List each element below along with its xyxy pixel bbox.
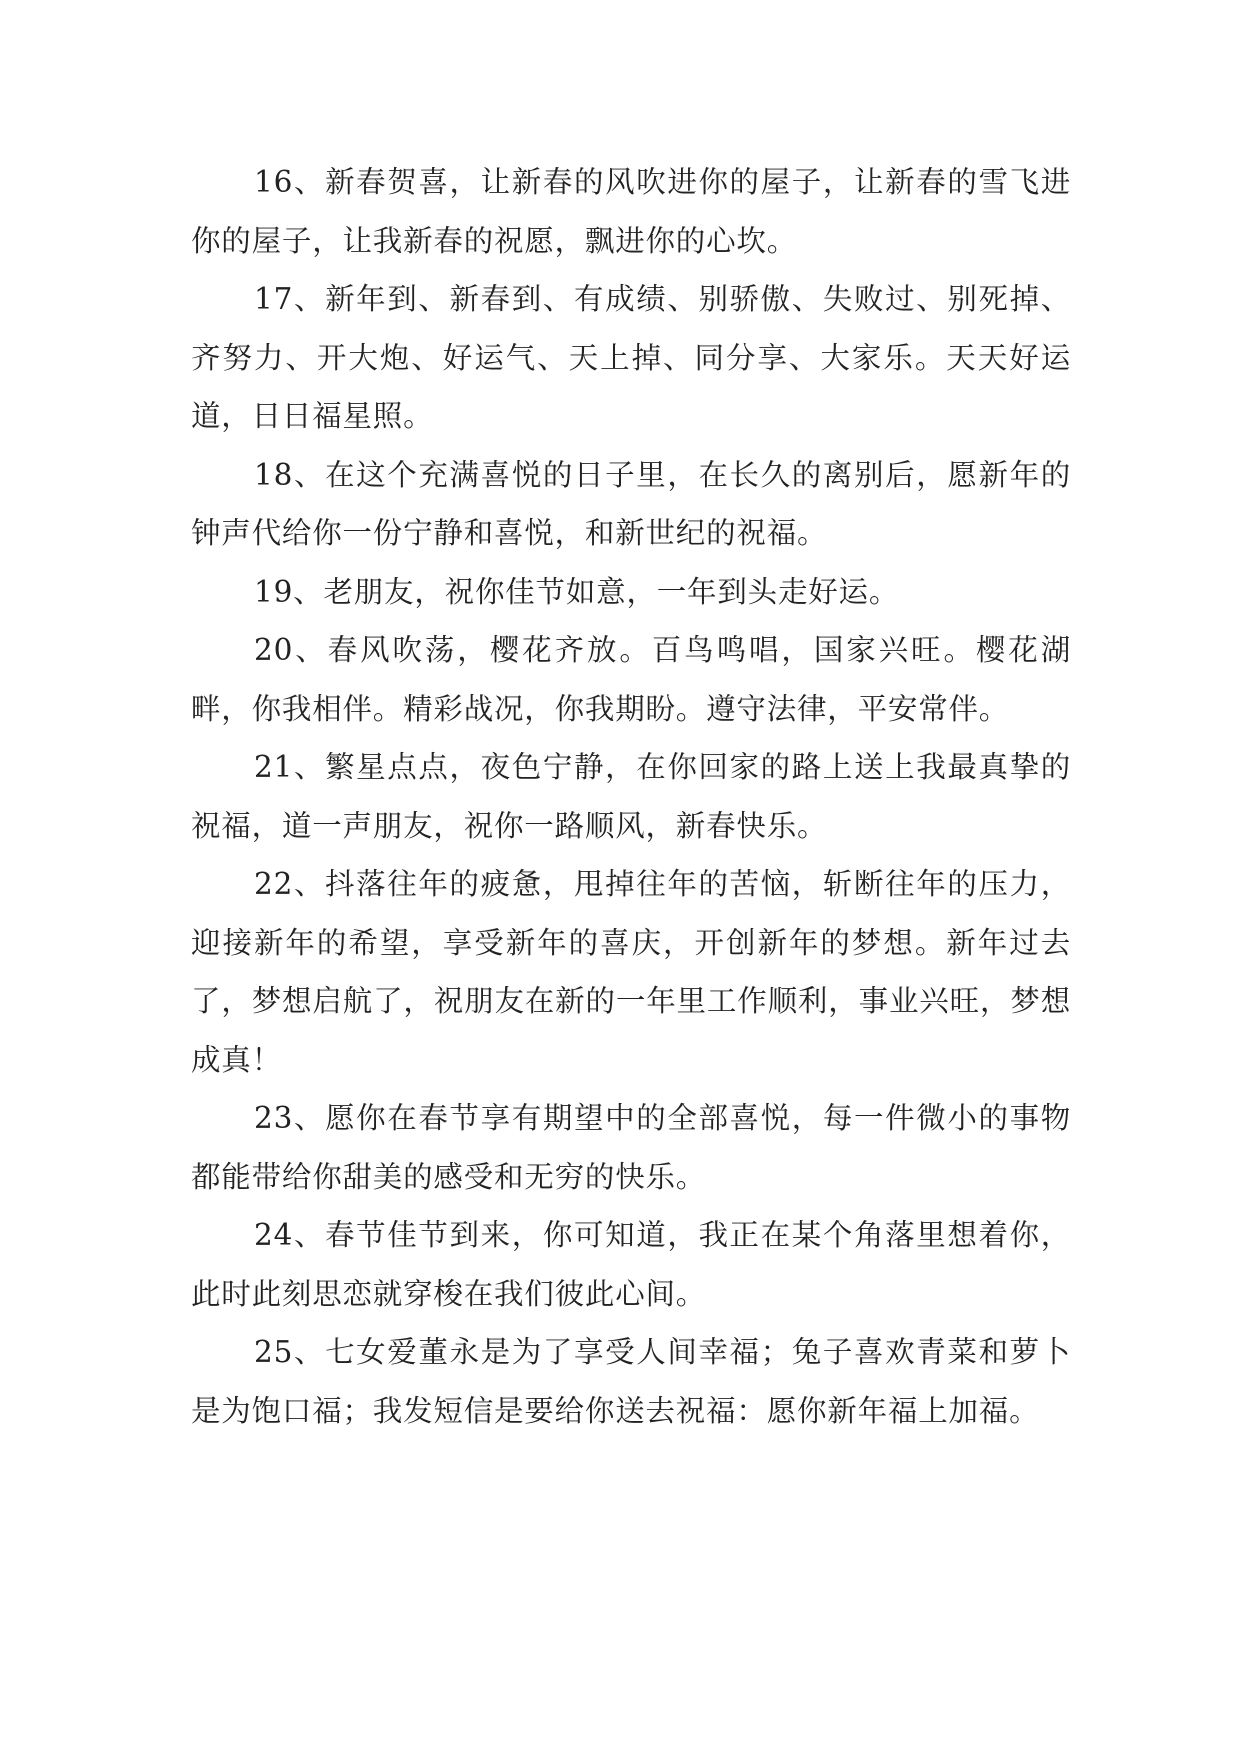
- paragraph-24: 24、春节佳节到来，你可知道，我正在某个角落里想着你，此时此刻思恋就穿梭在我们彼此心间。: [191, 1218, 1071, 1311]
- paragraph-20: 20、春风吹荡，樱花齐放。百鸟鸣唱，国家兴旺。樱花湖畔，你我相伴。精彩战况，你我期盼。遵守法律，平安常伴。: [191, 633, 1071, 726]
- paragraph-22: 22、抖落往年的疲惫，甩掉往年的苦恼，斩断往年的压力，迎接新年的希望，享受新年的喜庆，开创新年的梦想。新年过去了，梦想启航了，祝朋友在新的一年里工作顺利，事业兴旺，梦想成真！: [191, 867, 1071, 1077]
- document-body: [191, 153, 1071, 1440]
- paragraph-19: 19、老朋友，祝你佳节如意，一年到头走好运。: [254, 574, 900, 609]
- paragraph-16: 16、新春贺喜，让新春的风吹进你的屋子，让新春的雪飞进你的屋子，让我新春的祝愿，飘进你的心坎。: [191, 165, 1071, 258]
- paragraph-23: 23、愿你在春节享有期望中的全部喜悦，每一件微小的事物都能带给你甜美的感受和无穷的快乐。: [191, 1101, 1071, 1194]
- paragraph-17: 17、新年到、新春到、有成绩、别骄傲、失败过、别死掉、齐努力、开大炮、好运气、天上掉、同分享、大家乐。天天好运道，日日福星照。: [191, 282, 1071, 433]
- paragraph-18: 18、在这个充满喜悦的日子里，在长久的离别后，愿新年的钟声代给你一份宁静和喜悦，和新世纪的祝福。: [191, 457, 1071, 550]
- paragraph-21: 21、繁星点点，夜色宁静，在你回家的路上送上我最真挚的祝福，道一声朋友，祝你一路顺风，新春快乐。: [191, 750, 1071, 843]
- paragraph-25: 25、七女爱董永是为了享受人间幸福；兔子喜欢青菜和萝卜是为饱口福；我发短信是要给你送去祝福：愿你新年福上加福。: [191, 1335, 1071, 1428]
